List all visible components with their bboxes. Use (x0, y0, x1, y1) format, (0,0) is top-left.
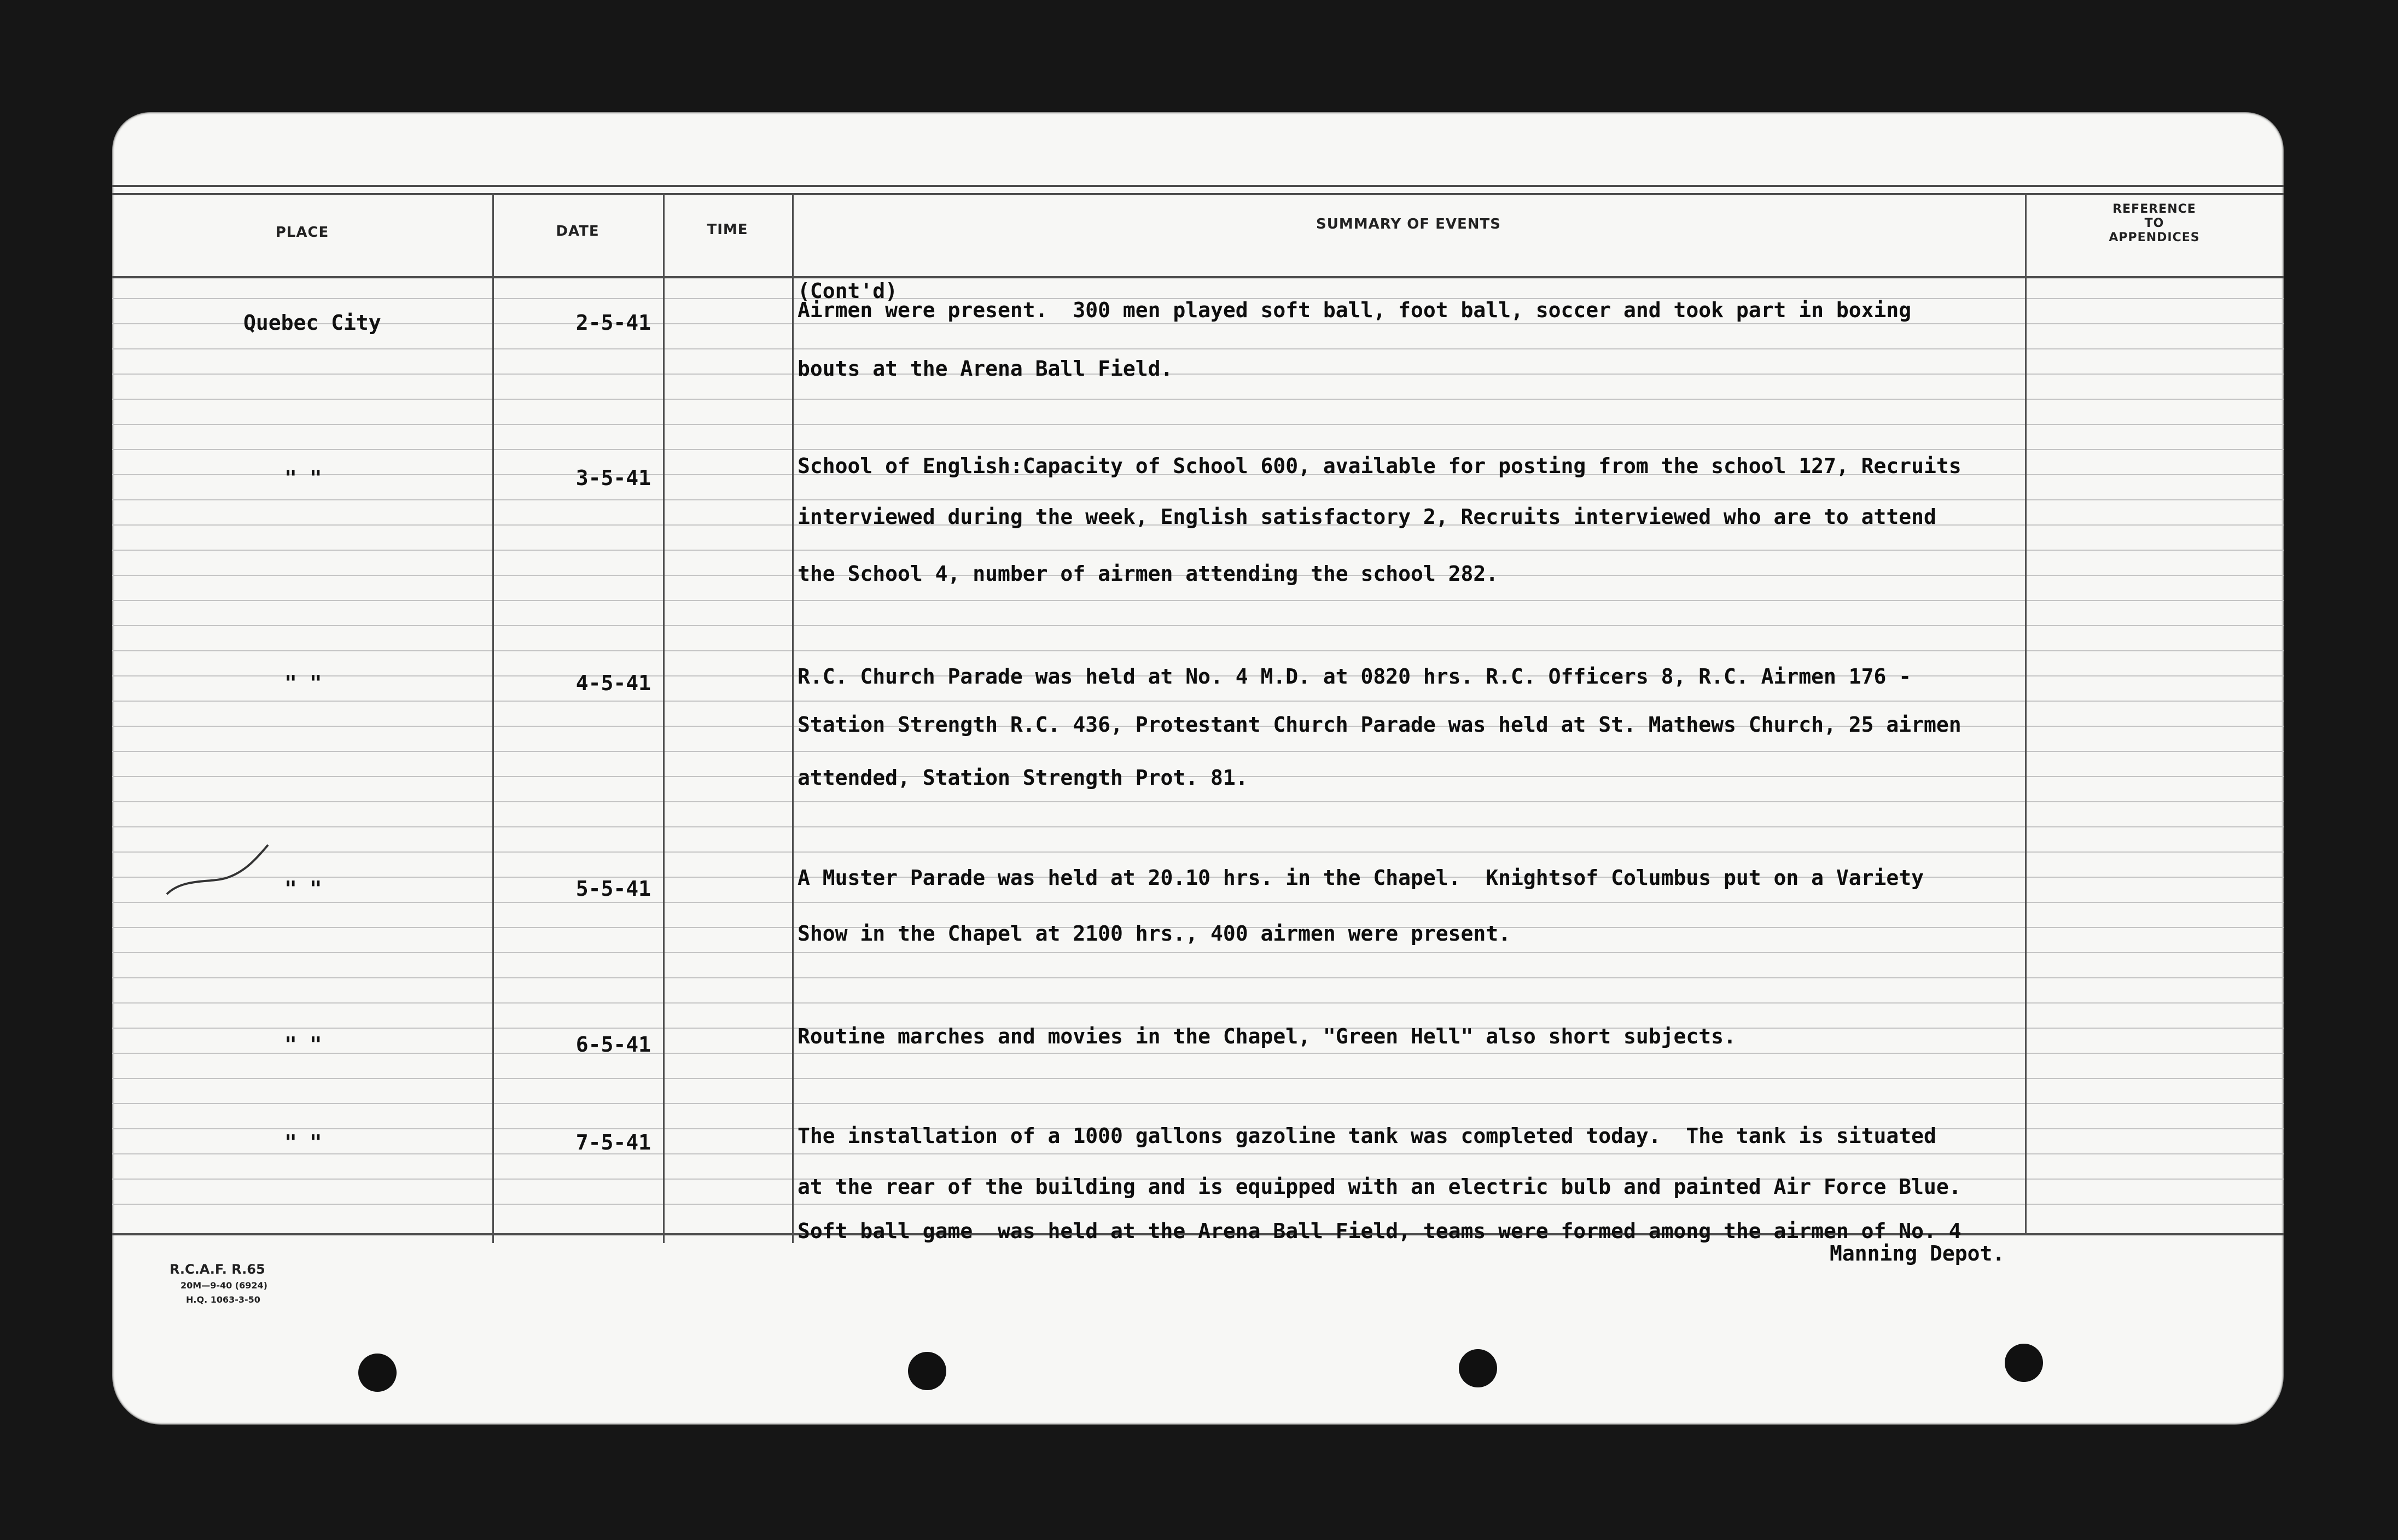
punch-hole (2005, 1344, 2043, 1382)
header-time: TIME (707, 221, 748, 238)
entry-5-place: " " (284, 1032, 322, 1057)
punch-hole (358, 1354, 397, 1392)
entry-4-line-2: Show in the Chapel at 2100 hrs., 400 airmen were present. (798, 921, 1511, 946)
pencil-tick-mark (161, 839, 282, 900)
ruled-line (112, 1053, 2284, 1054)
header-reference-line3: APPENDICES (2109, 231, 2200, 244)
ruled-line (112, 399, 2284, 400)
punch-hole (908, 1352, 946, 1390)
entry-3-line-1: R.C. Church Parade was held at No. 4 M.D. at 0820 hrs. R.C. Officers 8, R.C. Airmen 176 - (798, 664, 1912, 689)
ruled-line (112, 1002, 2284, 1004)
divider-time-summary (792, 193, 794, 1243)
ruled-line (112, 323, 2284, 324)
divider-date-time (663, 193, 665, 1243)
entry-5-line-1: Routine marches and movies in the Chapel, "Green Hell" also short subjects. (798, 1024, 1736, 1048)
entry-1-date: 2-5-41 (575, 311, 651, 335)
header-reference (2025, 202, 2284, 245)
entry-3-line-2: Station Strength R.C. 436, Protestant Church Parade was held at St. Mathews Church, 25 airmen (798, 713, 1962, 737)
ruled-line (112, 1204, 2284, 1205)
header-top-rule (112, 193, 2284, 195)
entry-6-line-2: at the rear of the building and is equipped with an electric bulb and painted Air Force Blue. (798, 1175, 1962, 1199)
header-place: PLACE (275, 224, 329, 241)
entry-2-date: 3-5-41 (575, 466, 651, 490)
header-bottom-rule (112, 276, 2284, 278)
ruled-line (112, 550, 2284, 551)
ruled-line (112, 1078, 2284, 1079)
ruled-line (112, 650, 2284, 651)
entry-6-line-1: The installation of a 1000 gallons gazoline tank was completed today. The tank is situated (798, 1124, 1936, 1148)
divider-summary-reference (2025, 193, 2027, 1235)
hq-code: H.Q. 1063-3-50 (186, 1294, 260, 1305)
entry-6-line-4: Manning Depot. (1830, 1241, 2005, 1265)
divider-place-date (492, 193, 494, 1243)
top-rule (112, 185, 2284, 187)
ruled-line (112, 902, 2284, 903)
header-reference-line2: TO (2144, 217, 2164, 230)
header-summary: SUMMARY OF EVENTS (1316, 216, 1501, 232)
ruled-line (112, 701, 2284, 702)
entry-1-line-1: (Cont'd) (798, 279, 898, 303)
ruled-line (112, 499, 2284, 500)
punch-hole (1459, 1349, 1497, 1387)
ruled-line (112, 625, 2284, 626)
ruled-line (112, 1153, 2284, 1154)
ruled-line (112, 851, 2284, 853)
ruled-line (112, 424, 2284, 425)
ruled-line (112, 600, 2284, 601)
ruled-line (112, 801, 2284, 802)
ruled-line (112, 826, 2284, 827)
ruled-line (112, 977, 2284, 978)
entry-1-line-2: Airmen were present. 300 men played soft ball, foot ball, soccer and took part in boxing (798, 298, 1912, 322)
entry-2-line-2: interviewed during the week, English satisfactory 2, Recruits interviewed who are to attend (798, 505, 1936, 529)
entry-1-line-3: bouts at the Arena Ball Field. (798, 357, 1173, 381)
header-date: DATE (556, 223, 600, 240)
entry-6-line-3: Soft ball game was held at the Arena Ball Field, teams were formed among the airmen of No. 4 (798, 1219, 1962, 1243)
ruled-line (112, 374, 2284, 375)
entry-3-line-3: attended, Station Strength Prot. 81. (798, 766, 1248, 790)
ruled-line (112, 1103, 2284, 1104)
print-code: 20M—9-40 (6924) (181, 1280, 267, 1291)
header-reference-line1: REFERENCE (2112, 202, 2196, 216)
ruled-line (112, 449, 2284, 450)
entry-2-line-3: the School 4, number of airmen attending the school 282. (798, 562, 1499, 586)
entry-6-place: " " (284, 1130, 322, 1154)
entry-2-place: " " (284, 466, 322, 490)
ruled-line (112, 348, 2284, 349)
entry-2-line-1: School of English:Capacity of School 600, available for posting from the school 127, Recruits (798, 454, 1962, 478)
entry-4-date: 5-5-41 (575, 877, 651, 901)
ruled-line (112, 952, 2284, 953)
entry-4-place: " " (284, 877, 322, 901)
entry-3-place: " " (284, 671, 322, 695)
form-id: R.C.A.F. R.65 (170, 1262, 265, 1277)
entry-1-place: Quebec City (243, 311, 381, 335)
entry-3-date: 4-5-41 (575, 671, 651, 695)
entry-5-date: 6-5-41 (575, 1032, 651, 1057)
ruled-line (112, 751, 2284, 752)
form-card (112, 112, 2284, 1425)
entry-6-date: 7-5-41 (575, 1130, 651, 1154)
entry-4-line-1: A Muster Parade was held at 20.10 hrs. in the Chapel. Knightsof Columbus put on a Variety (798, 866, 1924, 890)
